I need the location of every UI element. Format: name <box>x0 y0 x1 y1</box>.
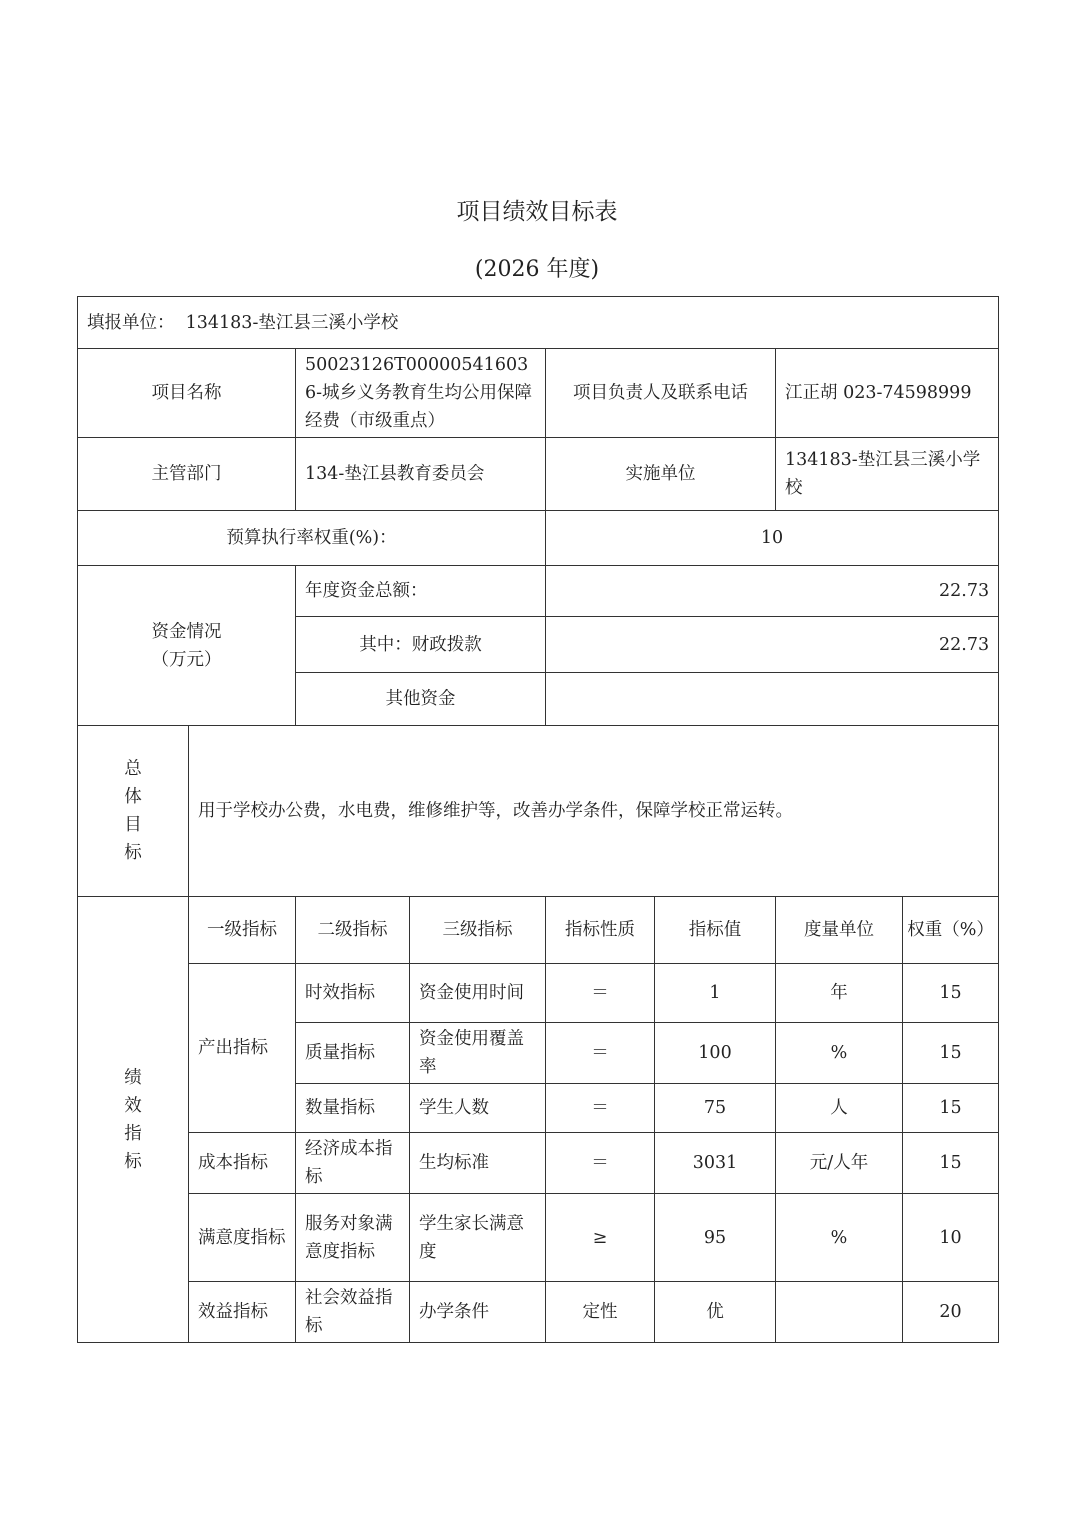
goal-label-char: 标 <box>124 843 142 863</box>
level3-cell: 资金使用时间 <box>410 964 546 1023</box>
weight-cell: 10 <box>903 1194 999 1282</box>
project-name-label: 项目名称 <box>78 349 296 438</box>
level1-cell: 满意度指标 <box>189 1194 296 1282</box>
level3-cell: 资金使用覆盖率 <box>410 1023 546 1084</box>
header-weight: 权重（%） <box>903 897 999 964</box>
level2-cell: 时效指标 <box>296 964 410 1023</box>
project-name-value: 50023126T000005416036-城乡义务教育生均公用保障经费（市级重点） <box>296 349 546 438</box>
reporting-unit-label: 填报单位： <box>87 312 175 333</box>
funds-other-value <box>546 673 999 726</box>
level3-cell: 学生人数 <box>410 1084 546 1133</box>
indicators-label-char: 指 <box>124 1123 142 1144</box>
goal-label-char: 目 <box>124 815 142 835</box>
level3-cell: 生均标准 <box>410 1133 546 1194</box>
value-cell: 75 <box>655 1084 776 1133</box>
level2-cell: 社会效益指标 <box>296 1282 410 1343</box>
header-level2: 二级指标 <box>296 897 410 964</box>
level2-cell: 经济成本指标 <box>296 1133 410 1194</box>
unit-cell: % <box>776 1023 903 1084</box>
indicators-label-char: 绩 <box>124 1067 142 1088</box>
nature-cell: ＝ <box>546 964 655 1023</box>
nature-cell: 定性 <box>546 1282 655 1343</box>
page-subtitle: (2026 年度) <box>474 257 600 282</box>
performance-target-table <box>77 296 999 1343</box>
nature-cell: ＝ <box>546 1023 655 1084</box>
header-level3: 三级指标 <box>410 897 546 964</box>
funds-label-line1: 资金情况 <box>151 621 222 642</box>
weight-cell: 20 <box>903 1282 999 1343</box>
nature-cell: ＝ <box>546 1084 655 1133</box>
unit-cell: 年 <box>776 964 903 1023</box>
goal-text: 用于学校办公费，水电费，维修维护等，改善办学条件，保障学校正常运转。 <box>189 726 999 897</box>
budget-weight-label: 预算执行率权重(%)： <box>78 511 546 566</box>
value-cell: 1 <box>655 964 776 1023</box>
table-row <box>78 1133 999 1194</box>
level2-cell: 质量指标 <box>296 1023 410 1084</box>
contact-label: 项目负责人及联系电话 <box>546 349 776 438</box>
indicators-label-char: 效 <box>124 1095 142 1116</box>
indicators-label <box>78 897 189 1343</box>
budget-weight-value: 10 <box>546 511 999 566</box>
reporting-unit-cell <box>78 297 999 349</box>
unit-cell <box>776 1282 903 1343</box>
funds-label <box>78 566 296 726</box>
header-value: 指标值 <box>655 897 776 964</box>
department-value: 134-垫江县教育委员会 <box>296 438 546 511</box>
indicators-label-char: 标 <box>124 1151 142 1172</box>
reporting-unit-value: 134183-垫江县三溪小学校 <box>185 312 399 333</box>
table-row <box>78 964 999 1023</box>
level3-cell: 学生家长满意度 <box>410 1194 546 1282</box>
level2-cell: 数量指标 <box>296 1084 410 1133</box>
goal-label <box>78 726 189 897</box>
value-cell: 95 <box>655 1194 776 1282</box>
implementer-value: 134183-垫江县三溪小学校 <box>776 438 999 511</box>
weight-cell: 15 <box>903 1084 999 1133</box>
nature-cell: ≥ <box>546 1194 655 1282</box>
nature-cell: ＝ <box>546 1133 655 1194</box>
weight-cell: 15 <box>903 1133 999 1194</box>
level1-cell: 效益指标 <box>189 1282 296 1343</box>
weight-cell: 15 <box>903 1023 999 1084</box>
funds-total-value: 22.73 <box>546 566 999 617</box>
department-label: 主管部门 <box>78 438 296 511</box>
level2-cell: 服务对象满意度指标 <box>296 1194 410 1282</box>
funds-label-line2: （万元） <box>151 649 222 670</box>
page-title: 项目绩效目标表 <box>456 199 618 225</box>
value-cell: 优 <box>655 1282 776 1343</box>
unit-cell: 人 <box>776 1084 903 1133</box>
table-row <box>78 1282 999 1343</box>
funds-fiscal-label: 其中：财政拨款 <box>296 617 546 673</box>
funds-other-label: 其他资金 <box>296 673 546 726</box>
header-level1: 一级指标 <box>189 897 296 964</box>
value-cell: 3031 <box>655 1133 776 1194</box>
funds-total-label: 年度资金总额： <box>296 566 546 617</box>
table-row <box>78 1194 999 1282</box>
header-nature: 指标性质 <box>546 897 655 964</box>
level3-cell: 办学条件 <box>410 1282 546 1343</box>
value-cell: 100 <box>655 1023 776 1084</box>
weight-cell: 15 <box>903 964 999 1023</box>
goal-label-char: 总 <box>124 759 142 779</box>
header-unit: 度量单位 <box>776 897 903 964</box>
implementer-label: 实施单位 <box>546 438 776 511</box>
contact-value: 江正胡 023-74598999 <box>776 349 999 438</box>
goal-label-char: 体 <box>124 787 142 807</box>
funds-fiscal-value: 22.73 <box>546 617 999 673</box>
unit-cell: 元/人年 <box>776 1133 903 1194</box>
level1-cell: 成本指标 <box>189 1133 296 1194</box>
unit-cell: % <box>776 1194 903 1282</box>
level1-cell: 产出指标 <box>189 964 296 1133</box>
